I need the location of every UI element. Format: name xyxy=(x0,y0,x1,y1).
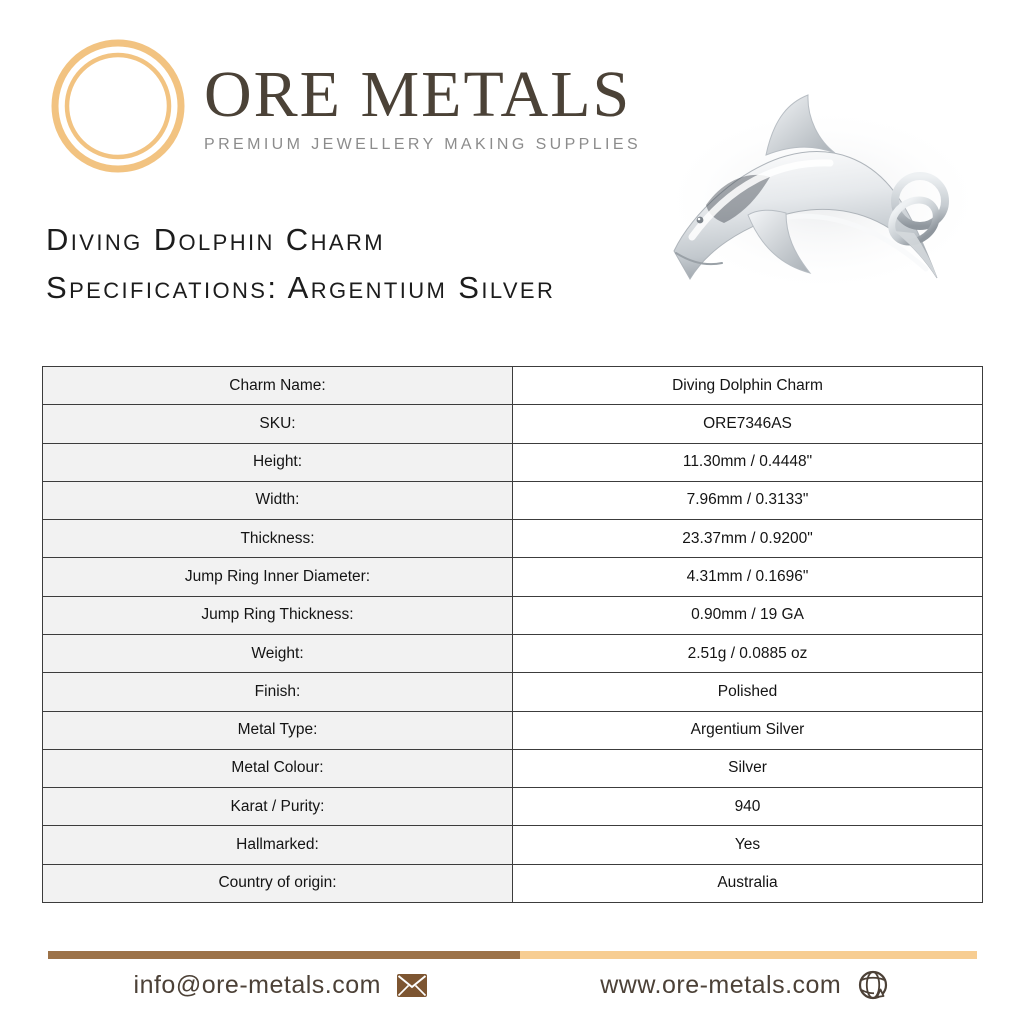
envelope-icon xyxy=(397,974,427,997)
table-row xyxy=(43,405,983,443)
spec-label: Hallmarked: xyxy=(43,826,513,864)
table-row xyxy=(43,481,983,519)
table-row xyxy=(43,367,983,405)
brand-tagline: PREMIUM JEWELLERY MAKING SUPPLIES xyxy=(204,136,642,153)
spec-label: Width: xyxy=(43,481,513,519)
spec-value: 0.90mm / 19 GA xyxy=(513,596,983,634)
table-row xyxy=(43,864,983,902)
footer-email-text[interactable]: info@ore-metals.com xyxy=(133,970,381,999)
globe-icon xyxy=(857,969,889,1001)
product-title: Diving Dolphin Charm xyxy=(46,222,385,257)
footer-divider-left xyxy=(48,951,520,959)
spec-value: 23.37mm / 0.9200" xyxy=(513,520,983,558)
spec-value: ORE7346AS xyxy=(513,405,983,443)
table-row xyxy=(43,788,983,826)
spec-label: Karat / Purity: xyxy=(43,788,513,826)
table-row xyxy=(43,711,983,749)
spec-table xyxy=(42,366,983,903)
spec-label: Finish: xyxy=(43,673,513,711)
footer-divider xyxy=(48,951,977,959)
product-subtitle: Specifications: Argentium Silver xyxy=(46,270,556,305)
spec-value: Silver xyxy=(513,749,983,787)
spec-label: Metal Type: xyxy=(43,711,513,749)
spec-label: Metal Colour: xyxy=(43,749,513,787)
table-row xyxy=(43,596,983,634)
footer xyxy=(48,962,977,1008)
spec-label: Charm Name: xyxy=(43,367,513,405)
brand-text-block xyxy=(204,58,642,154)
spec-value: Australia xyxy=(513,864,983,902)
spec-label: SKU: xyxy=(43,405,513,443)
spec-value: Diving Dolphin Charm xyxy=(513,367,983,405)
footer-website-link[interactable] xyxy=(513,962,978,1008)
brand-name: ORE METALS xyxy=(204,58,632,131)
spec-value: 11.30mm / 0.4448" xyxy=(513,443,983,481)
spec-label: Weight: xyxy=(43,634,513,672)
table-row xyxy=(43,634,983,672)
spec-label: Country of origin: xyxy=(43,864,513,902)
table-row xyxy=(43,673,983,711)
product-photo-dolphin-charm xyxy=(648,55,992,295)
spec-value: 940 xyxy=(513,788,983,826)
spec-label: Jump Ring Thickness: xyxy=(43,596,513,634)
spec-label: Thickness: xyxy=(43,520,513,558)
brand-logo-rings-icon xyxy=(48,36,188,176)
spec-value: 7.96mm / 0.3133" xyxy=(513,481,983,519)
spec-label: Jump Ring Inner Diameter: xyxy=(43,558,513,596)
table-row xyxy=(43,443,983,481)
spec-value: Polished xyxy=(513,673,983,711)
table-row xyxy=(43,558,983,596)
table-row xyxy=(43,520,983,558)
spec-value: 4.31mm / 0.1696" xyxy=(513,558,983,596)
spec-label: Height: xyxy=(43,443,513,481)
footer-website-text[interactable]: www.ore-metals.com xyxy=(600,970,842,999)
spec-value: Argentium Silver xyxy=(513,711,983,749)
table-row xyxy=(43,749,983,787)
footer-divider-right xyxy=(520,951,977,959)
spec-value: Yes xyxy=(513,826,983,864)
spec-value: 2.51g / 0.0885 oz xyxy=(513,634,983,672)
table-row xyxy=(43,826,983,864)
footer-email-link[interactable] xyxy=(48,962,513,1008)
